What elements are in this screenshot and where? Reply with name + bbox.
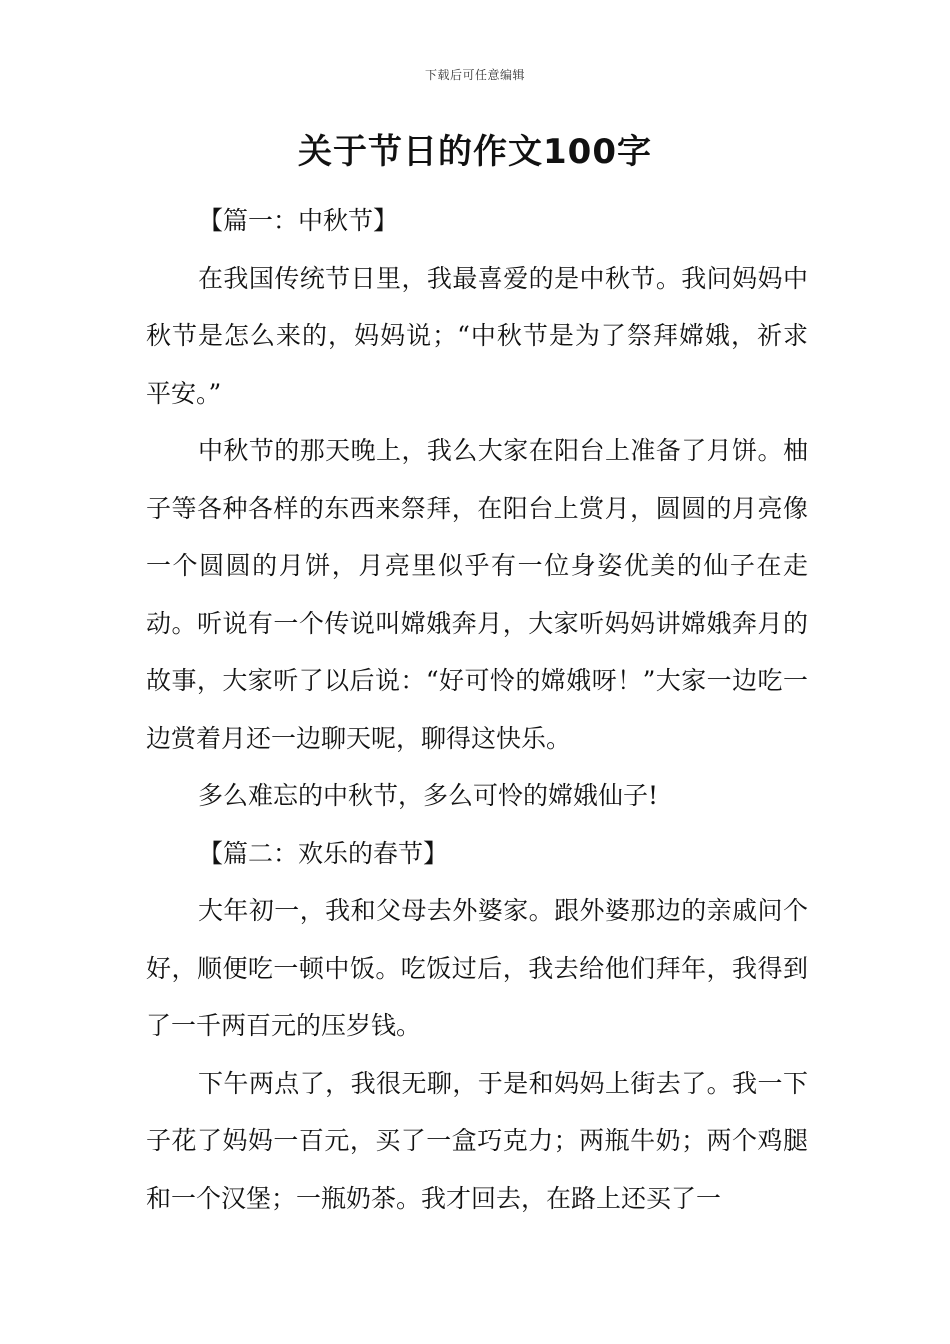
paragraph: 多么难忘的中秋节，多么可怜的嫦娥仙子! <box>198 781 659 810</box>
header-note: 下载后可任意编辑 <box>424 68 525 82</box>
paragraph: 下午两点了，我很无聊，于是和妈妈上街去了。我一下子花了妈妈一百元，买了一盒巧克力；两瓶牛奶；两个鸡腿和一个汉堡；一瓶奶茶。我才回去，在路上还买了一 <box>146 1068 808 1213</box>
document-body <box>146 192 808 1227</box>
document-title: 关于节日的作文100字 <box>298 132 652 172</box>
paragraph: 中秋节的那天晚上，我么大家在阳台上准备了月饼。柚子等各种各样的东西来祭拜，在阳台上赏月，圆圆的月亮像一个圆圆的月饼，月亮里似乎有一位身姿优美的仙子在走动。听说有一个传说叫嫦娥奔月，大家听妈妈讲嫦娥奔月的故事，大家听了以后说：“好可怜的嫦娥呀！”大家一边吃一边赏着月还一边聊天呢，聊得这快乐。 <box>146 436 808 753</box>
section-heading: 【篇一：中秋节】 <box>198 206 399 235</box>
paragraph: 大年初一，我和父母去外婆家。跟外婆那边的亲戚问个好，顺便吃一顿中饭。吃饭过后，我去给他们拜年，我得到了一千两百元的压岁钱。 <box>146 896 808 1040</box>
section-heading: 【篇二：欢乐的春节】 <box>198 838 449 868</box>
paragraph: 在我国传统节日里，我最喜爱的是中秋节。我问妈妈中秋节是怎么来的，妈妈说；“中秋节是为了祭拜嫦娥，祈求平安。” <box>146 263 808 408</box>
